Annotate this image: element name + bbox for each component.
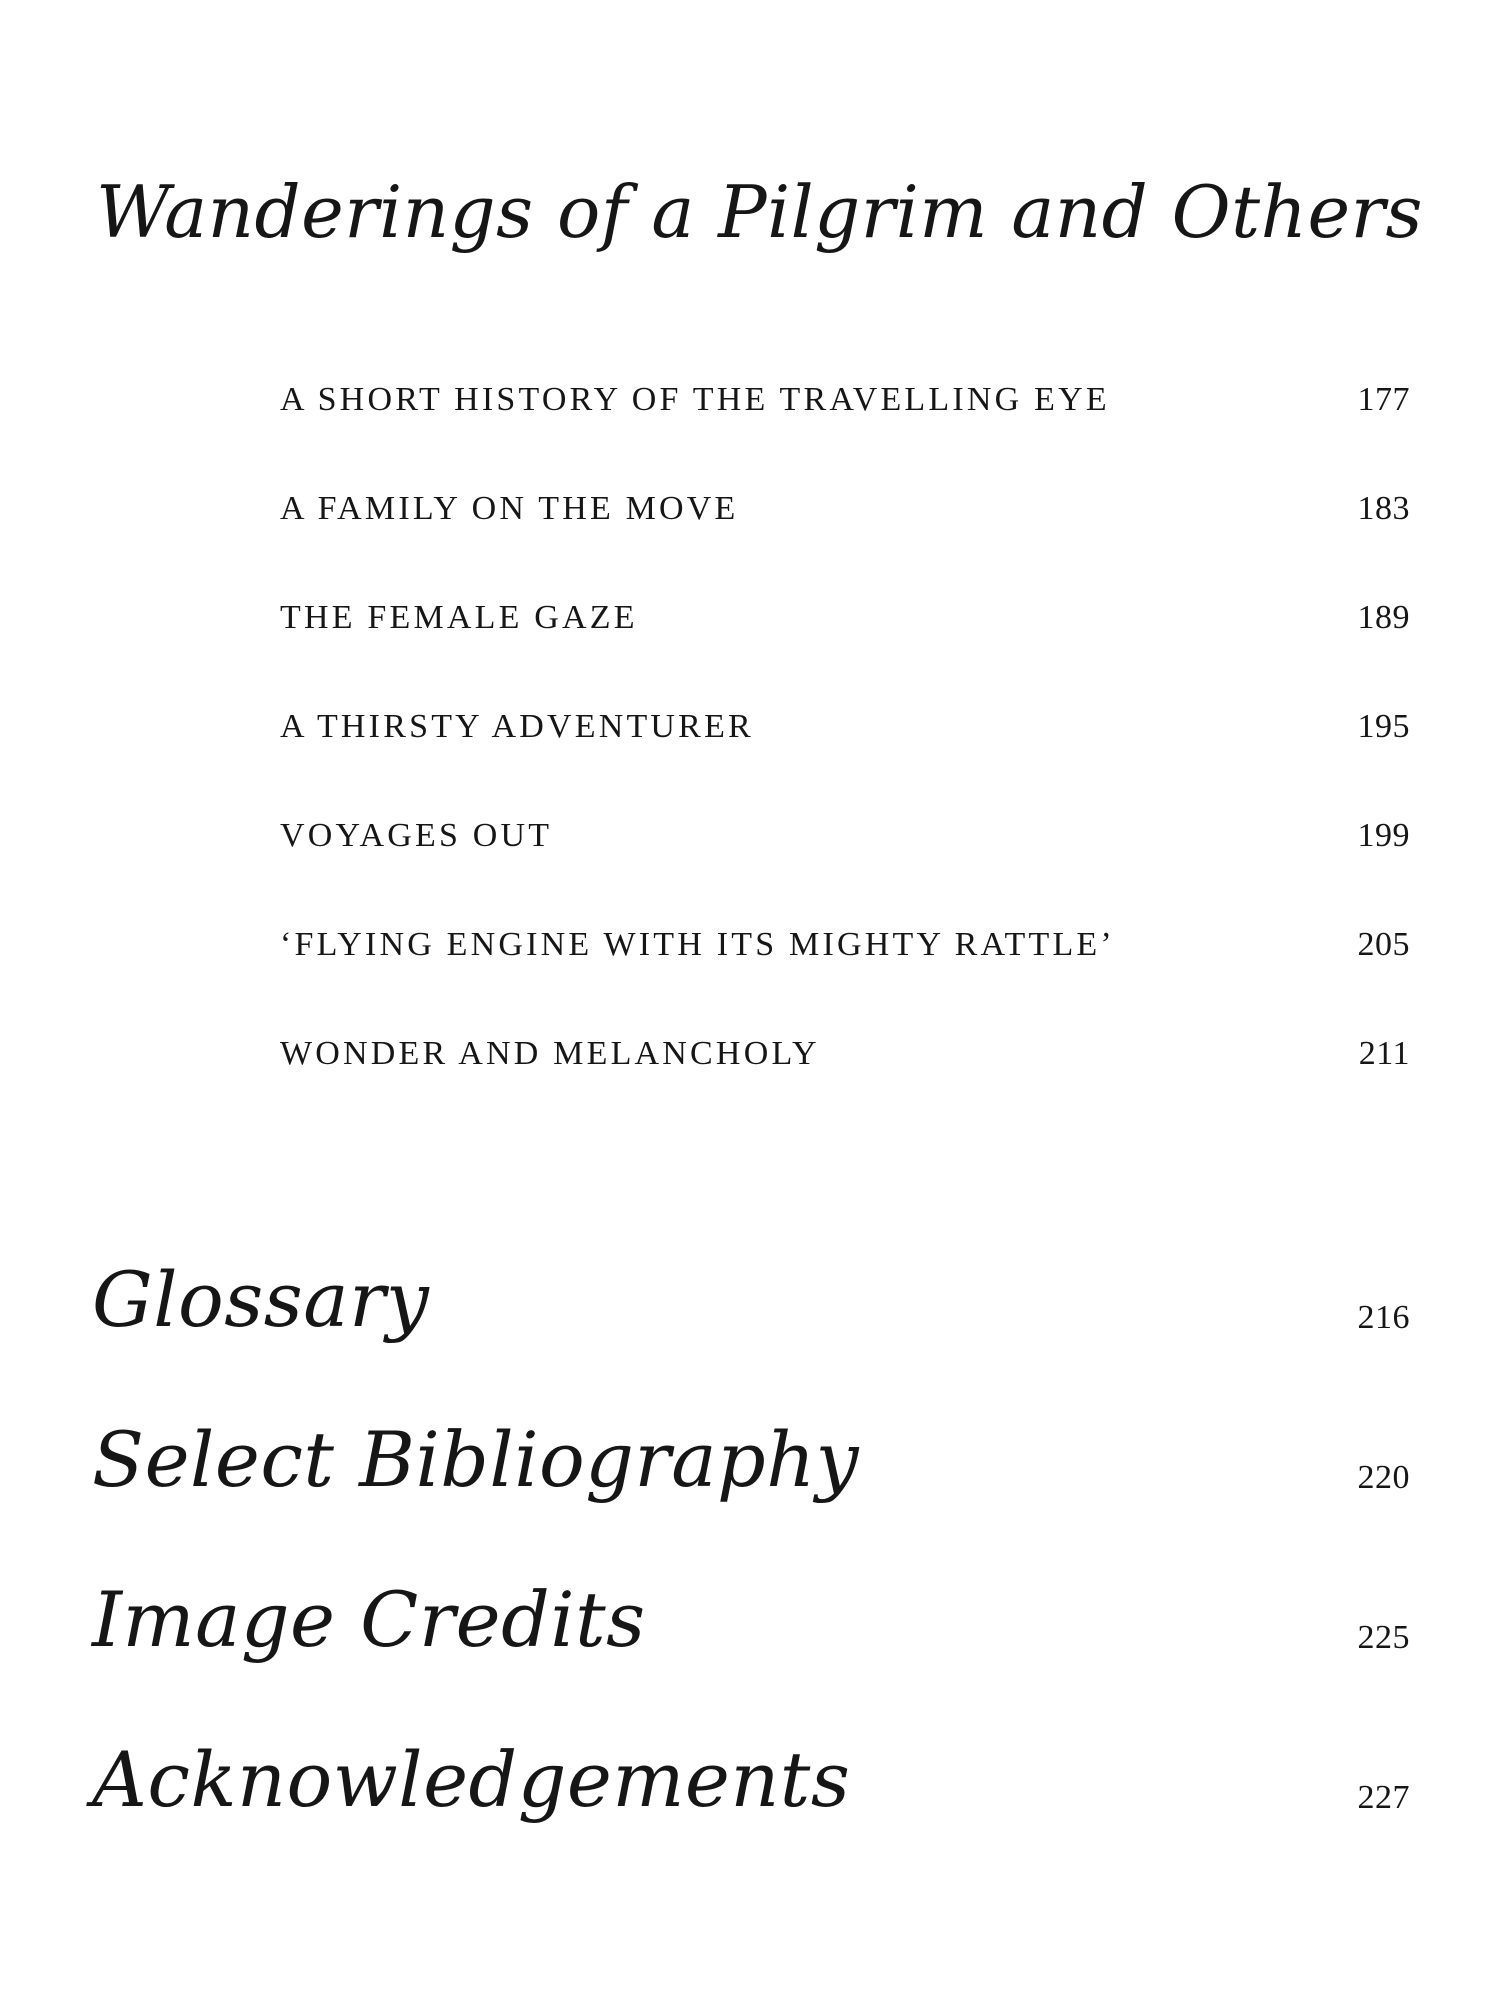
back-matter-entry — [92, 1415, 1410, 1582]
back-matter-title: Image Credits — [92, 1575, 646, 1664]
page-number: 220 — [1357, 1459, 1410, 1496]
toc-entry — [280, 1034, 1410, 1143]
back-matter-title: Acknowledgements — [92, 1735, 851, 1824]
toc-entry — [280, 816, 1410, 925]
toc-entry — [280, 598, 1410, 707]
chapter-list — [280, 380, 1410, 1143]
chapter-title: WONDER AND MELANCHOLY — [280, 1035, 820, 1072]
chapter-title: A FAMILY ON THE MOVE — [280, 490, 739, 527]
page-number: 216 — [1357, 1299, 1410, 1336]
chapter-title: THE FEMALE GAZE — [280, 599, 638, 636]
back-matter-title: Select Bibliography — [92, 1415, 860, 1504]
chapter-title: A THIRSTY ADVENTURER — [280, 708, 754, 745]
chapter-title: ‘FLYING ENGINE WITH ITS MIGHTY RATTLE’ — [280, 926, 1115, 963]
page-number: 189 — [1357, 599, 1410, 636]
toc-entry — [280, 380, 1410, 489]
toc-entry — [280, 707, 1410, 816]
back-matter-entry — [92, 1735, 1410, 1902]
chapter-title: A SHORT HISTORY OF THE TRAVELLING EYE — [280, 381, 1110, 418]
page-number: 205 — [1357, 926, 1410, 963]
back-matter-entry — [92, 1575, 1410, 1742]
page-number: 177 — [1357, 381, 1410, 418]
page-number: 225 — [1357, 1619, 1410, 1656]
page-number: 183 — [1357, 490, 1410, 527]
back-matter-title: Glossary — [92, 1255, 430, 1344]
toc-entry — [280, 925, 1410, 1034]
toc-entry — [280, 489, 1410, 598]
back-matter-list — [92, 1255, 1410, 1902]
page-number: 199 — [1357, 817, 1410, 854]
chapter-title: VOYAGES OUT — [280, 817, 553, 854]
page-number: 211 — [1358, 1035, 1410, 1072]
section-title: Wanderings of a Pilgrim and Others — [96, 170, 1423, 254]
back-matter-entry — [92, 1255, 1410, 1422]
page-number: 195 — [1357, 708, 1410, 745]
page-number: 227 — [1357, 1779, 1410, 1816]
